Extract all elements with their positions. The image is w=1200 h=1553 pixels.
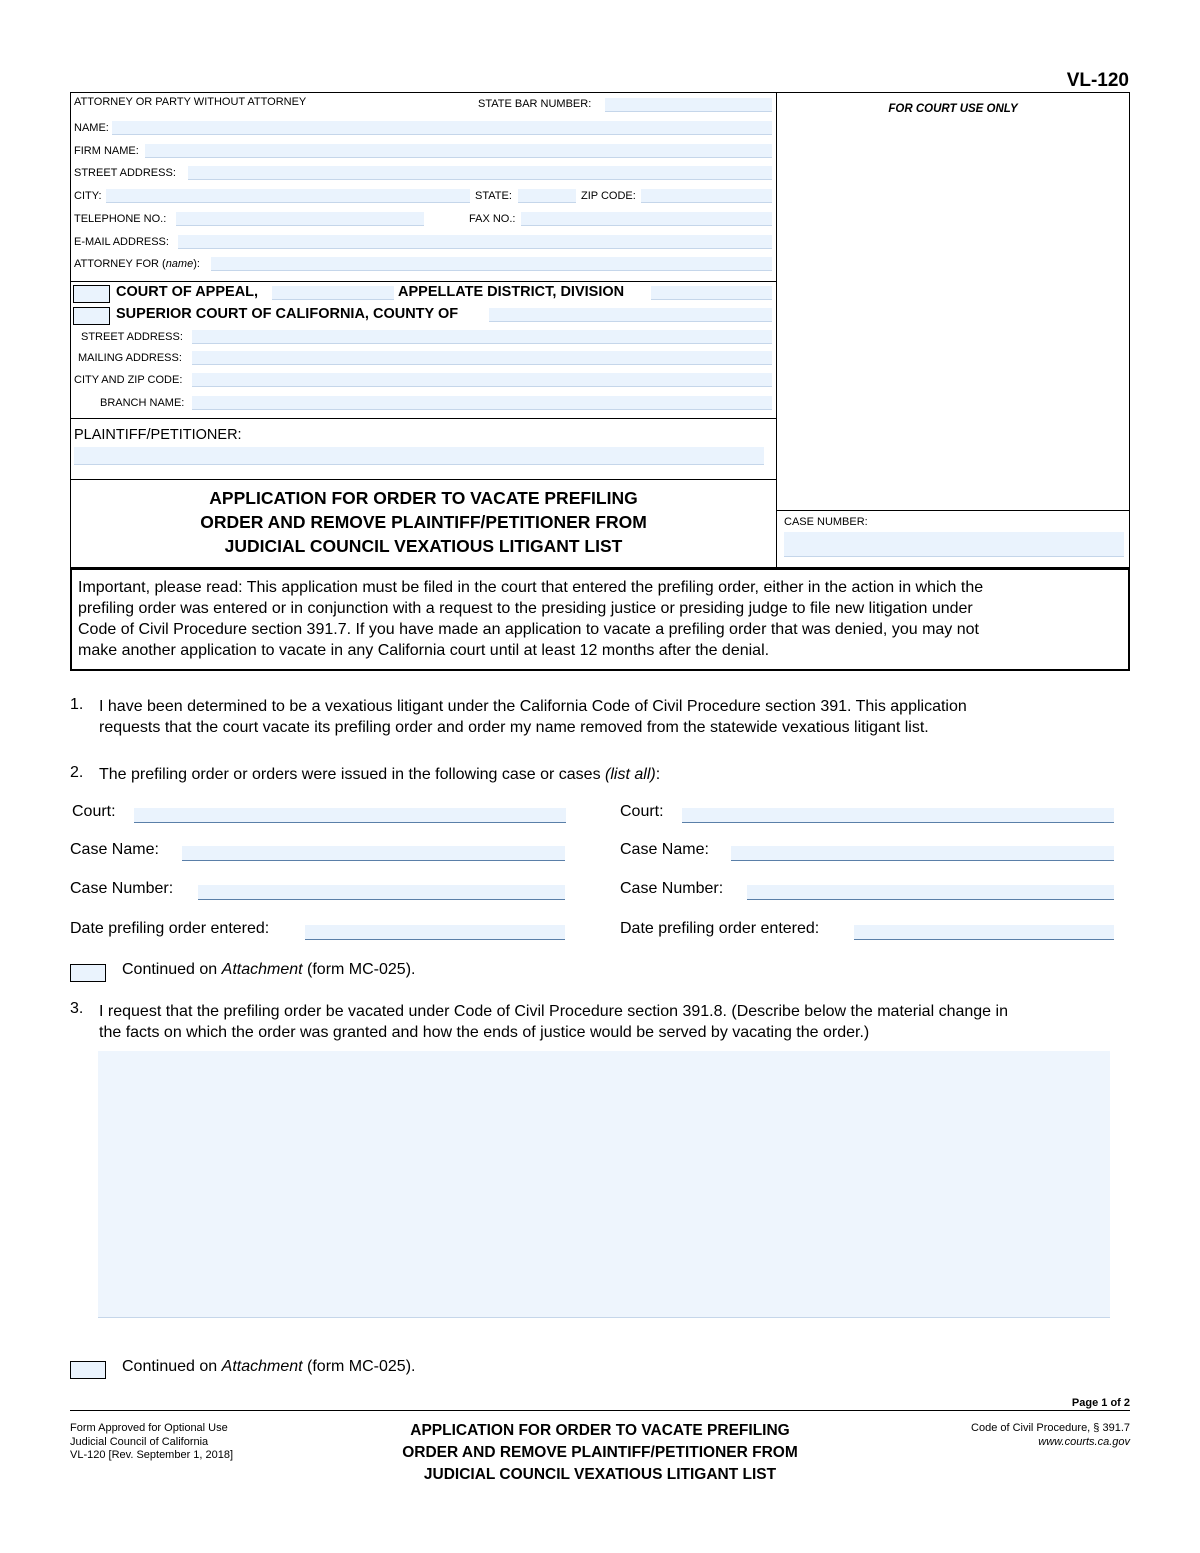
state-bar-field[interactable] — [605, 98, 772, 112]
case-number-label: CASE NUMBER: — [784, 516, 868, 528]
plaintiff-field[interactable] — [74, 447, 764, 465]
form-id: VL-120 — [1066, 70, 1129, 91]
case-number-field-right[interactable] — [747, 885, 1114, 900]
division-field[interactable] — [651, 286, 772, 300]
footer-title: APPLICATION FOR ORDER TO VACATE PREFILING ORDER AND REMOVE PLAINTIFF/PETITIONER FROM JUDICIAL COUNCIL VEXATIOUS LITIGANT LIST — [402, 1422, 798, 1483]
date-field-right[interactable] — [854, 925, 1114, 940]
court-street-field[interactable] — [192, 330, 772, 344]
street-label: STREET ADDRESS: — [74, 167, 176, 179]
superior-court-checkbox[interactable] — [73, 307, 110, 325]
zip-field[interactable] — [641, 189, 772, 203]
case-number-label-right: Case Number: — [620, 880, 724, 897]
court-field-right[interactable] — [682, 808, 1114, 823]
case-name-label-left: Case Name: — [70, 841, 159, 858]
court-mailing-label: MAILING ADDRESS: — [78, 352, 182, 364]
item1-number: 1. — [70, 696, 84, 713]
name-label: NAME: — [74, 122, 109, 134]
item1-text: I have been determined to be a vexatious litigant under the California Code of Civil Procedure section 391. This application requests that the court vacate its prefiling order and order my name removed from the statewide vexatious litigant list. — [99, 698, 967, 736]
court-branch-label: BRANCH NAME: — [100, 397, 185, 409]
case-number-label-left: Case Number: — [70, 880, 174, 897]
case-number-field[interactable] — [784, 532, 1124, 557]
attorney-for-field[interactable] — [211, 257, 772, 271]
item2-text: The prefiling order or orders were issued in the following case or cases (list all): — [99, 766, 661, 783]
date-field-left[interactable] — [305, 925, 565, 940]
case-number-field-left[interactable] — [198, 885, 565, 900]
email-field[interactable] — [178, 235, 772, 249]
court-field-left[interactable] — [134, 808, 566, 823]
plaintiff-label: PLAINTIFF/PETITIONER: — [74, 427, 242, 443]
email-label: E-MAIL ADDRESS: — [74, 236, 169, 248]
continued-checkbox-1[interactable] — [70, 964, 106, 982]
state-bar-label: STATE BAR NUMBER: — [478, 98, 592, 110]
continued-label-1: Continued on Attachment (form MC-025). — [122, 961, 416, 978]
court-label-right: Court: — [620, 803, 664, 820]
footer-rule — [70, 1410, 1130, 1411]
court-of-appeal-checkbox[interactable] — [73, 285, 110, 303]
court-label-left: Court: — [72, 803, 116, 820]
court-cityzip-field[interactable] — [192, 373, 772, 387]
phone-label: TELEPHONE NO.: — [74, 213, 167, 225]
street-field[interactable] — [188, 166, 772, 180]
continued-label-2: Continued on Attachment (form MC-025). — [122, 1358, 416, 1375]
case-name-field-left[interactable] — [182, 846, 565, 861]
continued-checkbox-2[interactable] — [70, 1361, 106, 1379]
firm-label: FIRM NAME: — [74, 145, 139, 157]
phone-field[interactable] — [176, 212, 424, 226]
court-branch-field[interactable] — [192, 396, 772, 410]
important-text: Important, please read: This application must be filed in the court that entered the prefiling order, either in the action in which the prefiling order was entered or in conjunction with a request to the presiding justice or presiding judge to file new litigation under Code of Civil Procedure section 391.7. If you have made an application to vacate a prefiling order that was denied, you may not make another application to vacate in any California court until at least 12 months after the denial. — [78, 579, 984, 659]
court-mailing-field[interactable] — [192, 351, 772, 365]
court-street-label: STREET ADDRESS: — [81, 331, 183, 343]
court-use-label: FOR COURT USE ONLY — [888, 103, 1018, 115]
court-of-appeal-label: COURT OF APPEAL, — [116, 284, 259, 300]
firm-field[interactable] — [145, 144, 772, 158]
fax-field[interactable] — [521, 212, 772, 226]
item3-textarea[interactable] — [98, 1051, 1110, 1318]
state-field[interactable] — [518, 189, 576, 203]
footer-right: Code of Civil Procedure, § 391.7 www.courts.ca.gov — [971, 1422, 1130, 1448]
item2-number: 2. — [70, 764, 84, 781]
attorney-for-label: ATTORNEY FOR (name): — [74, 258, 200, 270]
date-label-right: Date prefiling order entered: — [620, 920, 820, 937]
caption-right-box — [776, 92, 1130, 568]
date-label-left: Date prefiling order entered: — [70, 920, 270, 937]
case-name-field-right[interactable] — [731, 846, 1114, 861]
name-field[interactable] — [112, 121, 772, 135]
case-name-label-right: Case Name: — [620, 841, 709, 858]
county-field[interactable] — [489, 308, 772, 322]
fax-label: FAX NO.: — [469, 213, 516, 225]
form-title: APPLICATION FOR ORDER TO VACATE PREFILING ORDER AND REMOVE PLAINTIFF/PETITIONER FROM JUDICIAL COUNCIL VEXATIOUS LITIGANT LIST — [200, 488, 647, 556]
city-field[interactable] — [106, 189, 470, 203]
city-label: CITY: — [74, 190, 102, 202]
footer-left: Form Approved for Optional Use Judicial Council of California VL-120 [Rev. September 1, 2018] — [70, 1422, 234, 1461]
item3-number: 3. — [70, 1000, 84, 1017]
state-label: STATE: — [475, 190, 512, 202]
item3-text: I request that the prefiling order be vacated under Code of Civil Procedure section 391.8. (Describe below the material change in the facts on which the order was granted and how the ends of justice would be served by vacating the order.) — [99, 1003, 1008, 1041]
appellate-district-field[interactable] — [272, 286, 394, 300]
appellate-district-label: APPELLATE DISTRICT, DIVISION — [398, 284, 625, 300]
page-number: Page 1 of 2 — [1071, 1397, 1130, 1409]
superior-court-label: SUPERIOR COURT OF CALIFORNIA, COUNTY OF — [116, 306, 459, 322]
court-cityzip-label: CITY AND ZIP CODE: — [74, 374, 183, 386]
attorney-heading: ATTORNEY OR PARTY WITHOUT ATTORNEY — [74, 96, 307, 108]
zip-label: ZIP CODE: — [581, 190, 636, 202]
